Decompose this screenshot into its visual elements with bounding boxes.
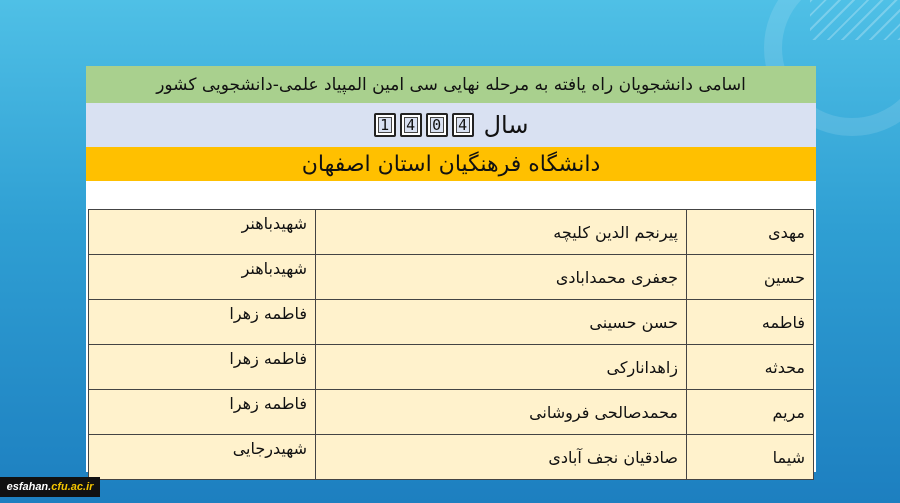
year-row <box>86 103 816 147</box>
website-logo <box>0 477 100 497</box>
year-digit: 1 <box>374 113 396 137</box>
slide-content <box>86 66 816 472</box>
last-name-cell: محمدصالحی فروشانی <box>316 390 687 435</box>
campus-cell: فاطمه زهرا <box>89 345 316 390</box>
campus-cell: شهیدباهنر <box>89 210 316 255</box>
campus-cell: شهیدباهنر <box>89 255 316 300</box>
last-name-cell: پیرنجم الدین کلیچه <box>316 210 687 255</box>
first-name-cell: شیما <box>687 435 814 480</box>
last-name-cell: صادقیان نجف آبادی <box>316 435 687 480</box>
table-row <box>89 210 814 255</box>
last-name-cell: زاهدانارکی <box>316 345 687 390</box>
table-row <box>89 300 814 345</box>
first-name-cell: فاطمه <box>687 300 814 345</box>
students-table <box>88 209 814 480</box>
campus-cell: فاطمه زهرا <box>89 300 316 345</box>
table-row <box>89 255 814 300</box>
table-row <box>89 345 814 390</box>
first-name-cell: حسین <box>687 255 814 300</box>
year-label: سال <box>483 111 529 139</box>
logo-text: esfahan. <box>6 481 52 493</box>
campus-cell: فاطمه زهرا <box>89 390 316 435</box>
campus-cell: شهیدرجایی <box>89 435 316 480</box>
first-name-cell: مریم <box>687 390 814 435</box>
year-digit: 4 <box>400 113 422 137</box>
year-digit: 4 <box>452 113 474 137</box>
table-row <box>89 435 814 480</box>
university-name: دانشگاه فرهنگیان استان اصفهان <box>86 147 816 181</box>
first-name-cell: محدثه <box>687 345 814 390</box>
slide-title: اسامی دانشجویان راه یافته به مرحله نهایی سی امین المپیاد علمی-دانشجویی کشور <box>86 66 816 103</box>
year-digits <box>374 113 474 137</box>
last-name-cell: جعفری محمدابادی <box>316 255 687 300</box>
logo-text-accent: cfu.ac.ir <box>51 481 94 493</box>
table-row <box>89 390 814 435</box>
year-digit: 0 <box>426 113 448 137</box>
first-name-cell: مهدی <box>687 210 814 255</box>
last-name-cell: حسن حسینی <box>316 300 687 345</box>
